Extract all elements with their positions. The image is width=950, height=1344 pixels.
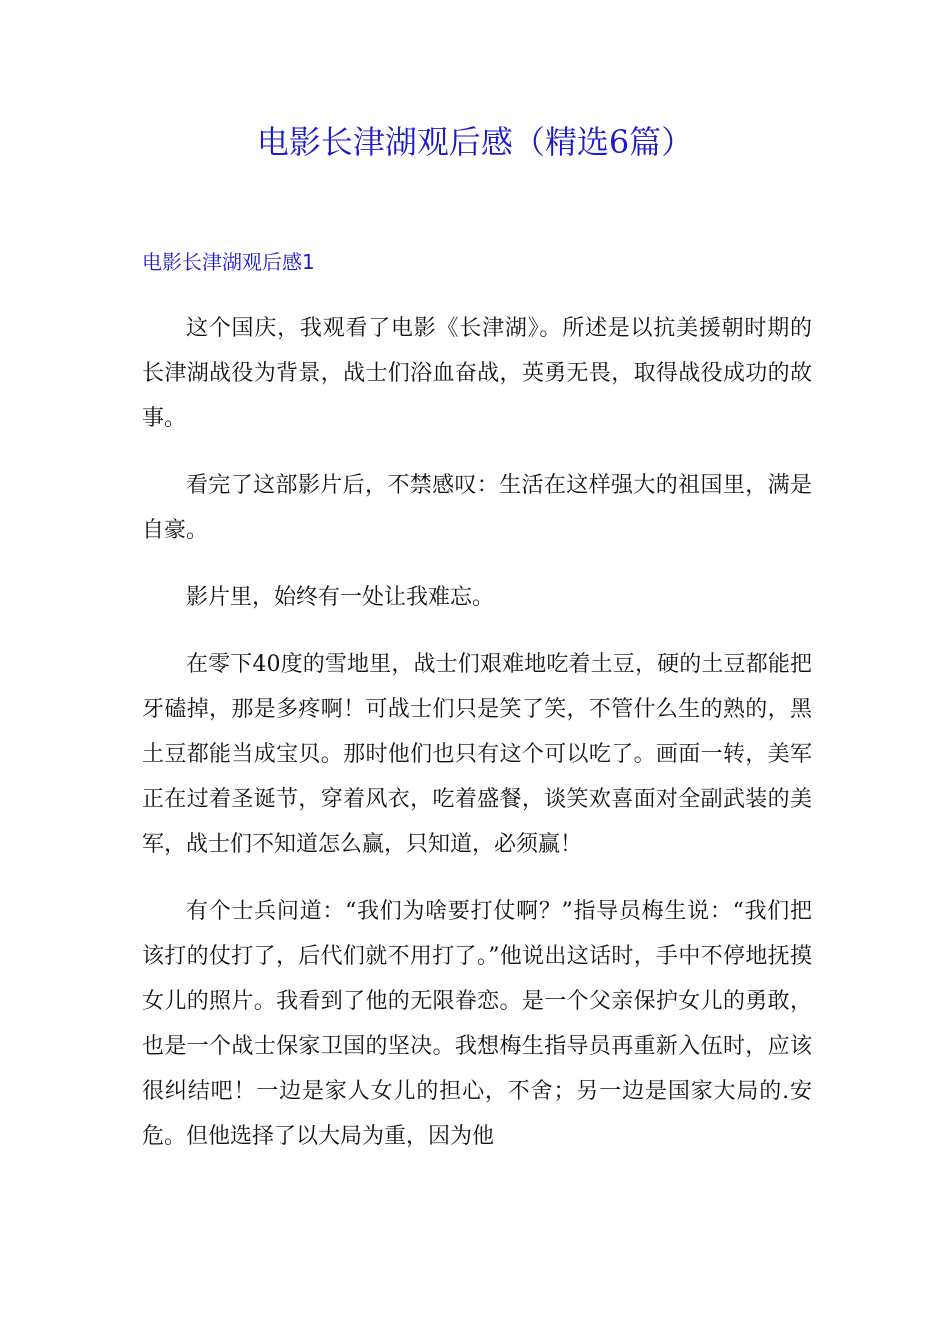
paragraph: 影片里，始终有一处让我难忘。: [186, 585, 495, 610]
paragraph: 有个士兵问道：“我们为啥要打仗啊？”指导员梅生说：“我们把该打的仗打了，后代们就不用打了。”他说出这话时，手中不停地抚摸女儿的照片。我看到了他的无限眷恋。是一个父亲保护女儿的勇敢，也是一个战士保家卫国的坚决。我想梅生指导员再重新入伍时，应该很纠结吧！一边是家人女儿的担心，不舍；另一边是国家大局的.安危。但他选择了以大局为重，因为他: [142, 899, 812, 1149]
section-heading: 电影长津湖观后感1: [142, 250, 315, 274]
paragraph: 看完了这部影片后，不禁感叹：生活在这样强大的祖国里，满是自豪。: [142, 473, 812, 543]
document-body: [142, 306, 812, 1181]
paragraph: 在零下40度的雪地里，战士们艰难地吃着土豆，硬的土豆都能把牙磕掉，那是多疼啊！可战士们只是笑了笑，不管什么生的熟的，黑土豆都能当成宝贝。那时他们也只有这个可以吃了。画面一转，美军正在过着圣诞节，穿着风衣，吃着盛餐，谈笑欢喜面对全副武装的美军，战士们不知道怎么赢，只知道，必须赢！: [142, 652, 812, 857]
paragraph: 这个国庆，我观看了电影《长津湖》。所述是以抗美援朝时期的长津湖战役为背景，战士们浴血奋战，英勇无畏，取得战役成功的故事。: [142, 316, 812, 431]
document-title: 电影长津湖观后感（精选6篇）: [256, 123, 694, 161]
